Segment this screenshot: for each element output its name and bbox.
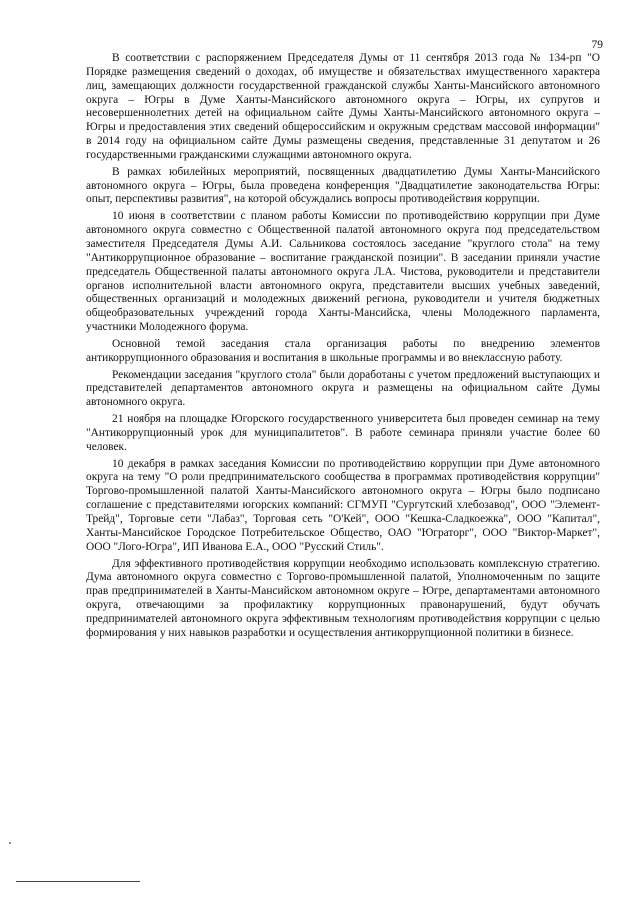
paragraph-recommendations: Рекомендации заседания "круглого стола" были доработаны с учетом предложений выступающих и представителей департаментов автономного округа и размещены на официальном сайте Думы автономного округа. bbox=[86, 368, 600, 409]
scan-margin-mark bbox=[9, 842, 11, 844]
paragraph-agreement-december: 10 декабря в рамках заседания Комиссии по противодействию коррупции при Думе автономного округа на тему "О роли предпринимательского сообщества в программах противодействия коррупции" Торгово-промышленной палатой Ханты-Мансийского автономного округа – Югры было подписано соглашение с представителями югорских компаний: СГМУП "Сургутский хлебозавод", ООО "Элемент-Трейд", Торговые сети "Лабаз", Торговая сеть "О'Кей", ООО "Кешка-Сладкоежка", ООО "Капитал", Ханты-Мансийское Городское Потребительское Общество, ОАО "Юграторг", ООО "Виктор-Маркет", ООО "Лого-Югра", ИП Иванова Е.А., ООО "Русский Стиль". bbox=[86, 457, 600, 553]
paragraph-anniversary-conference: В рамках юбилейных мероприятий, посвященных двадцатилетию Думы Ханты-Мансийского автономного округа – Югры, была проведена конференция "Двадцатилетие законодательства Югры: опыт, перспективы развития", на которой обсуждались вопросы противодействия коррупции. bbox=[86, 165, 600, 206]
paragraph-round-table-june: 10 июня в соответствии с планом работы Комиссии по противодействию коррупции при Думе автономного округа совместно с Общественной палатой автономного округа под председательством заместителя Председателя Думы А.И. Сальникова состоялось заседание "круглого стола" на тему "Антикоррупционное образование – воспитание гражданской позиции". В заседании приняли участие председатель Общественной палаты автономного округа Л.А. Чистова, руководители и представители органов исполнительной власти автономного округа, представители высших учебных заведений, общественных организаций и молодежных движений региона, руководители и учителя бюджетных общеобразовательных учреждений города Ханты-Мансийска, члены Молодежного парламента, участники Молодежного форума. bbox=[86, 210, 600, 334]
document-body bbox=[86, 52, 600, 644]
paragraph-seminar-november: 21 ноября на площадке Югорского государственного университета был проведен семинар на тему "Антикоррупционный урок для муниципалитетов". В работе семинара приняли участие более 60 человек. bbox=[86, 413, 600, 453]
paragraph-disclosure-order: В соответствии с распоряжением Председателя Думы от 11 сентября 2013 года № 134-рп "О Порядке размещения сведений о доходах, об имуществе и обязательствах имущественного характера лиц, замещающих должности государственной гражданской службы Ханты-Мансийского автономного округа – Югры в Думе Ханты-Мансийского автономного округа – Югры, их супругов и несовершеннолетних детей на официальном сайте Думы Ханты-Мансийского автономного округа – Югры и предоставления этих сведений общероссийским и окружным средствам массовой информации" в 2014 году на официальном сайте Думы размещены сведения, представленные 31 депутатом и 26 государственными гражданскими служащими автономного округа. bbox=[86, 52, 600, 161]
paragraph-main-topic: Основной темой заседания стала организация работы по внедрению элементов антикоррупционного образования и воспитания в школьные программы и во внеклассную работу. bbox=[86, 337, 600, 364]
paragraph-strategy: Для эффективного противодействия коррупции необходимо использовать комплексную стратегию. Дума автономного округа совместно с Торгово-промышленной палатой, Уполномоченным по защите прав предпринимателей в Ханты-Мансийском автономном округе – Югре, департаментами автономного округа, отвечающими за профилактику коррупционных правонарушений, будут обучать предпринимателей автономного округа эффективным технологиям противодействия коррупции с целью формирования у них навыков разработки и осуществления антикоррупционной политики в бизнесе. bbox=[86, 557, 600, 639]
footnote-separator-line bbox=[16, 881, 140, 882]
page-number: 79 bbox=[591, 39, 603, 51]
